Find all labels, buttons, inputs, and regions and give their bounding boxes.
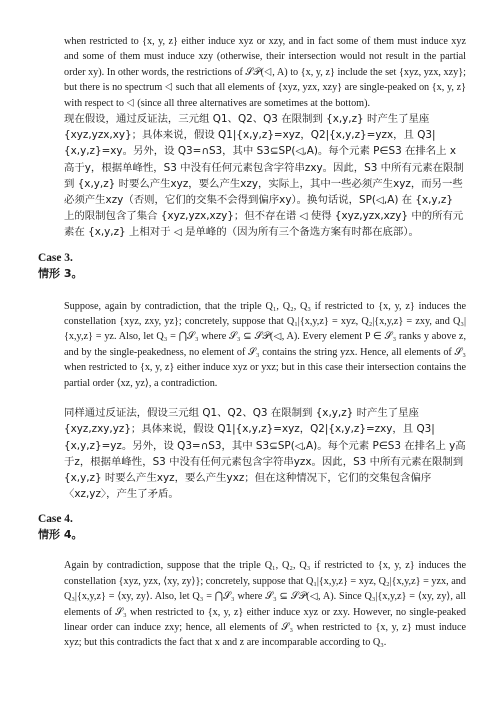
case-3-heading-zh: 情形 3。 xyxy=(38,266,83,280)
case-4-paragraph-en: Again by contradiction, suppose that the triple Q₁, Q₂, Q₃ if restricted to {x, y, z} induces the constellation {xyz, yzx, ⟨xy, zy⟩}; concretely, suppose that Q₁|{x,y,z} = xyz, Q₂|{x,y,z} = yzx, and Q₃|{x,y,z} = ⟨xy, zy⟩. Also, let Q₃ = ⋂𝒮₃ where 𝒮₃ ⊆ 𝒮𝒫(◁, A). Since Q₃|{x,y,z} = ⟨xy, zy⟩, all elements of 𝒮₃ when restricted to {x, y, z} either induce xyz or zxy. However, no single-peaked linear order can induce zxy; hence, all elements of 𝒮₃ when restricted to {x, y, z} must induce xyz; but this contradicts the fact that x and z are incomparable according to Q₃. xyxy=(64,560,466,649)
case-3-paragraph-zh: 同样通过反证法，假设三元组 Q1、Q2、Q3 在限制到 {x,y,z} 时产生了星座 {xyz,zxy,yz}；具体来说，假设 Q1|{x,y,z}=xyz，Q2|{x,y,z}=zxy，且 Q3|{x,y,z}=yz。另外，设 Q3=∩S3，其中 S3⊆SP(◁,A)。每个元素 P∈S3 在排名上 y高于z，根据单峰性，S3 中没有任何元素包含字符串yzx。因此，S3 中所有元素在限制到 {x,y,z} 时要么产生xyz，要么产生yxz；但在这种情况下，它们的交集包含偏序〈xz,yz〉，产生了矛盾。 xyxy=(64,407,466,501)
case-3-paragraph-en: Suppose, again by contradiction, that the triple Q₁, Q₂, Q₃ if restricted to {x, y, z} induces the constellation {xyz, zxy, yz}; concretely, suppose that Q₁|{x,y,z} = xyz, Q₂|{x,y,z} = zxy, and Q₃|{x,y,z} = yz. Also, let Q₃ = ⋂𝒮₃ where 𝒮₃ ⊆ 𝒮𝒫(◁, A). Every element P ∈ 𝒮₃ ranks y above z, and by the single-peakedness, no element of 𝒮₃ contains the string yzx. Hence, all elements of 𝒮₃ when restricted to {x, y, z} either induce xyz or yxz; but in this case their intersection contains the partial order ⟨xz, yz⟩, a contradiction. xyxy=(64,300,466,389)
case-4-heading: Case 4. xyxy=(38,513,73,526)
paragraph-en-continuation: when restricted to {x, y, z} either induce xyz or xzy, and in fact some of them must induce xyz and some of them must induce xzy (otherwise, their intersection would not result in the partial order xy). In other words, the restrictions of 𝒮𝒫(◁, A) to {x, y, z} include the set {xyz, yzx, xzy}; but there is no spectrum ◁ such that all elements of {xyz, yzx, xzy} are single-peaked on {x, y, z} with respect to ◁ (since all three alternatives are sometimes at the bottom). xyxy=(64,36,466,109)
case-3-heading: Case 3. xyxy=(38,251,73,264)
case-4-heading-zh: 情形 4。 xyxy=(38,528,83,542)
paragraph-zh-translation: 现在假设，通过反证法，三元组 Q1、Q2、Q3 在限制到 {x,y,z} 时产生了星座 {xyz,yzx,xy}；具体来说，假设 Q1|{x,y,z}=xyz，Q2|{x,y,z}=yzx，且 Q3|{x,y,z}=xy。另外，设 Q3=∩S3，其中 S3⊆SP(◁,A)。每个元素 P∈S3 在排名上 x高于y，根据单峰性，S3 中没有任何元素包含字符串zxy。因此，S3 中所有元素在限制到 {x,y,z} 时要么产生xyz，要么产生xzy，实际上，其中一些必须产生xyz，而另一些必须产生xzy（否则，它们的交集不会得到偏序xy）。换句话说，SP(◁,A) 在 {x,y,z} 上的限制包含了集合 {xyz,yzx,xzy}；但不存在谱 ◁ 使得 {xyz,yzx,xzy} 中的所有元素在 {x,y,z} 上相对于 ◁ 是单峰的（因为所有三个备选方案有时都在底部）。 xyxy=(64,113,464,239)
